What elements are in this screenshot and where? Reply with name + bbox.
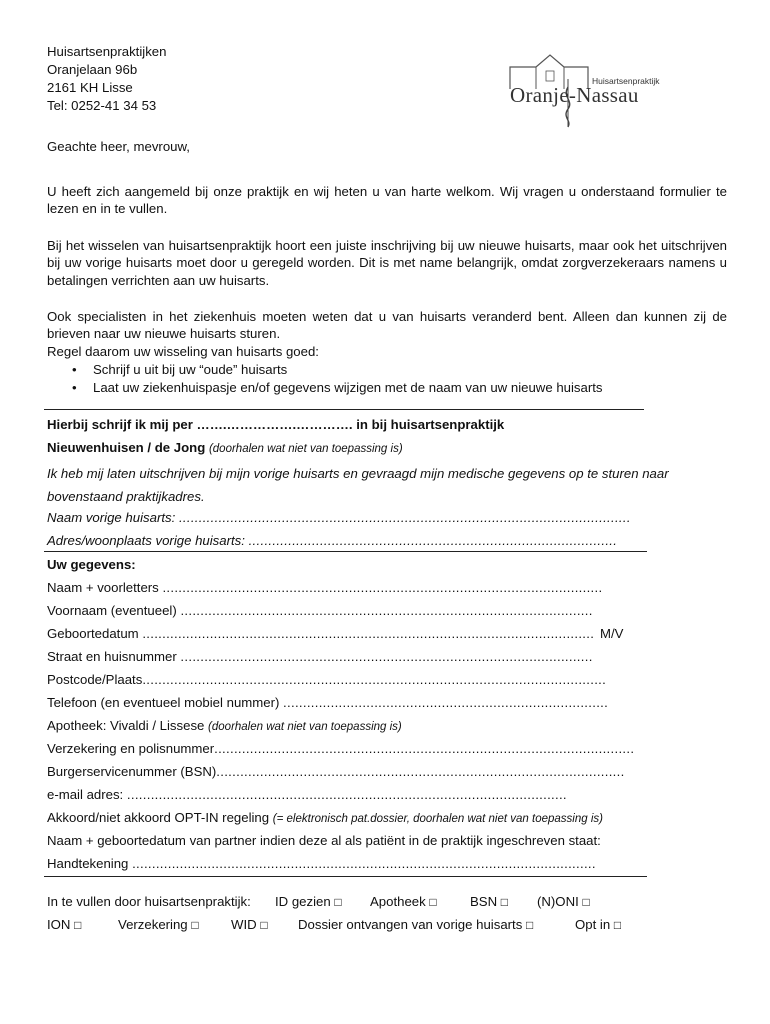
- first-name-row: [47, 602, 593, 619]
- optin-note: (= elektronisch pat.dossier, doorhalen wat niet van toepassing is): [272, 813, 603, 825]
- check-optin[interactable]: Opt in □: [575, 917, 622, 932]
- prev-gp-row: [47, 509, 631, 526]
- list-item: • Laat uw ziekenhuispasje en/of gegevens wijzigen met de naam van uw nieuwe huisarts: [72, 379, 603, 397]
- instruction-list: [72, 361, 603, 396]
- gender-option[interactable]: M/V: [600, 626, 624, 641]
- email-row: [47, 786, 567, 803]
- practice-name: Huisartsenpraktijken: [47, 44, 167, 59]
- street-row: [47, 648, 593, 665]
- logo-subtitle: Huisartsenpraktijk: [592, 76, 660, 86]
- practice-logo: [506, 49, 684, 129]
- check-id-seen[interactable]: ID gezien □: [275, 894, 342, 909]
- checkbox-icon[interactable]: □: [74, 918, 82, 932]
- deregister-text: Ik heb mij laten uitschrijven bij mijn vorige huisarts en gevraagd mijn medische gegevens op te sturen naar bovenstaand praktijkadres.: [47, 466, 669, 504]
- pharmacy-label: Apotheek: Vivaldi / Lissese: [47, 718, 205, 733]
- prev-gp-address-label: Adres/woonplaats vorige huisarts:: [47, 533, 245, 548]
- email-label: e-mail adres:: [47, 787, 124, 802]
- name-field[interactable]: ...............................................................................................................: [162, 580, 603, 595]
- pharmacy-row: [47, 717, 402, 736]
- checkbox-icon[interactable]: □: [582, 895, 590, 909]
- checkbox-icon[interactable]: □: [613, 918, 622, 932]
- divider: [44, 409, 644, 410]
- prev-gp-address-field[interactable]: .............................................................................................: [248, 533, 618, 548]
- check-noni[interactable]: (N)ONI □: [537, 894, 590, 909]
- divider: [44, 551, 647, 552]
- bsn-row: [47, 763, 625, 780]
- pharmacy-note: (doorhalen wat niet van toepassing is): [208, 721, 402, 733]
- arrange-paragraph: Regel daarom uw wisseling van huisarts goed:: [47, 344, 319, 359]
- checkbox-icon[interactable]: □: [500, 895, 509, 909]
- prev-gp-field[interactable]: ..................................................................................................................: [178, 510, 631, 525]
- check-dossier[interactable]: Dossier ontvangen van vorige huisarts □: [298, 917, 534, 932]
- checkbox-icon[interactable]: □: [260, 918, 268, 932]
- checkbox-icon[interactable]: □: [191, 918, 199, 932]
- prev-gp-label: Naam vorige huisarts:: [47, 510, 176, 525]
- intro-paragraph: U heeft zich aangemeld bij onze praktijk en wij heten u van harte welkom. Wij vragen u onderstaand formulier te lezen en in te vullen.: [47, 184, 727, 217]
- registration-line: Hierbij schrijf ik mij per …….…………….…………. in bij huisartsenpraktijk: [47, 417, 505, 432]
- practice-names: Nieuwenhuisen / de Jong: [47, 440, 206, 455]
- street-field[interactable]: ........................................................................................................: [180, 649, 593, 664]
- dob-field[interactable]: ..................................................................................................................: [142, 626, 595, 641]
- name-label: Naam + voorletters: [47, 580, 159, 595]
- insurance-row: [47, 740, 634, 757]
- checkbox-icon[interactable]: □: [525, 918, 534, 932]
- first-name-field[interactable]: ........................................................................................................: [180, 603, 593, 618]
- dob-row: [47, 625, 594, 642]
- phone-row: [47, 694, 608, 711]
- first-name-label: Voornaam (eventueel): [47, 603, 177, 618]
- postcode-field[interactable]: .....................................................................................................................: [142, 672, 607, 687]
- postcode-label: Postcode/Plaats: [47, 672, 143, 687]
- checkbox-icon[interactable]: □: [429, 895, 437, 909]
- insurance-field[interactable]: ..........................................................................................................: [214, 741, 635, 756]
- optin-label: Akkoord/niet akkoord OPT-IN regeling: [47, 810, 270, 825]
- specialist-paragraph: Ook specialisten in het ziekenhuis moeten weten dat u van huisarts veranderd bent. Alleen dan kunnen zij de brieven naar uw nieuwe huisarts sturen.: [47, 309, 727, 342]
- phone-label: Telefoon (en eventueel mobiel nummer): [47, 695, 280, 710]
- practice-street: Oranjelaan 96b: [47, 62, 138, 77]
- postcode-row: [47, 671, 606, 688]
- prev-gp-address-row: [47, 532, 617, 549]
- check-wid[interactable]: WID □: [231, 917, 268, 932]
- check-ion[interactable]: ION □: [47, 917, 82, 932]
- checkbox-icon[interactable]: □: [334, 895, 342, 909]
- list-item: • Schrijf u uit bij uw “oude” huisarts: [72, 361, 603, 379]
- partner-label: Naam + geboortedatum van partner indien deze al als patiënt in de praktijk ingeschreven staat:: [47, 833, 601, 848]
- email-field[interactable]: ...............................................................................................................: [126, 787, 567, 802]
- check-pharmacy[interactable]: Apotheek □: [370, 894, 437, 909]
- salutation: Geachte heer, mevrouw,: [47, 139, 190, 154]
- phone-field[interactable]: ..................................................................................: [283, 695, 609, 710]
- name-row: [47, 579, 602, 596]
- logo-name: Oranje-Nassau: [510, 83, 639, 107]
- practice-phone: Tel: 0252-41 34 53: [47, 98, 157, 113]
- check-bsn[interactable]: BSN □: [470, 894, 509, 909]
- your-details-heading: Uw gegevens:: [47, 557, 136, 572]
- switch-paragraph: Bij het wisselen van huisartsenpraktijk hoort een juiste inschrijving bij uw nieuwe huisarts, maar ook het uitschrijven bij uw vorige huisarts moet door u geregeld worden. Dit is met name belangrijk, omdat zorgverzekeraars namens u betalingen verrichten aan uw huisarts.: [47, 238, 727, 288]
- signature-row: [47, 855, 596, 872]
- optin-row: [47, 809, 603, 828]
- check-insurance[interactable]: Verzekering □: [118, 917, 199, 932]
- practice-city: 2161 KH Lisse: [47, 80, 133, 95]
- bsn-field[interactable]: .......................................................................................................: [216, 764, 625, 779]
- street-label: Straat en huisnummer: [47, 649, 177, 664]
- practice-use-label: In te vullen door huisartsenpraktijk:: [47, 894, 251, 909]
- practice-choice: [47, 439, 403, 458]
- bsn-label: Burgerservicenummer (BSN): [47, 764, 217, 779]
- dob-label: Geboortedatum: [47, 626, 139, 641]
- divider: [44, 876, 647, 877]
- signature-field[interactable]: .....................................................................................................................: [132, 856, 596, 871]
- insurance-label: Verzekering en polisnummer: [47, 741, 215, 756]
- signature-label: Handtekening: [47, 856, 129, 871]
- practice-note: (doorhalen wat niet van toepassing is): [208, 443, 403, 455]
